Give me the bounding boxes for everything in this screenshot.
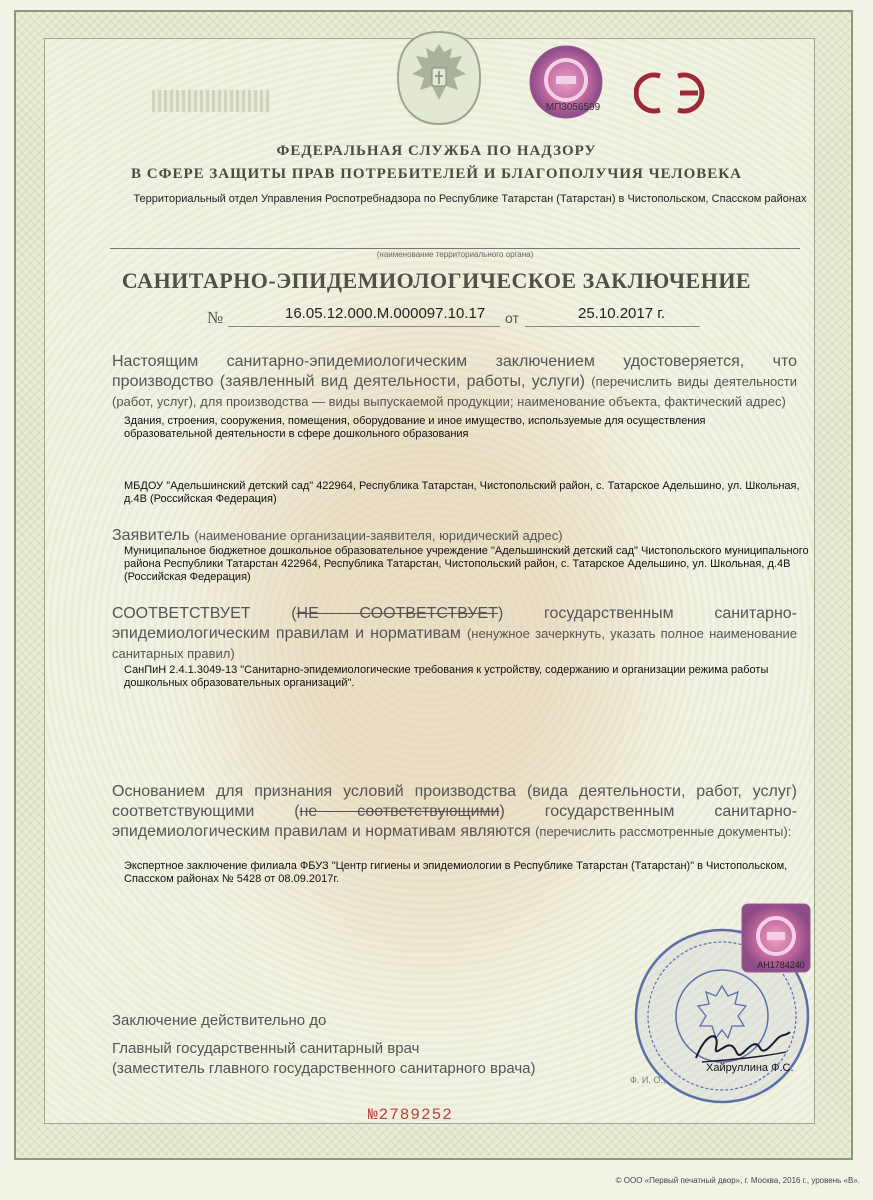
basis-hint: (перечислить рассмотренные документы): xyxy=(535,824,792,839)
compliance-lead: СООТВЕТСТВУЕТ (НЕ СООТВЕТСТВУЕТ) государственным санитарно-эпидемиологическим правилам и нормативам (ненужное зачеркнуть, указать полное наименование санитарных правил) xyxy=(112,605,797,661)
date-underline xyxy=(525,326,700,327)
date-label: от xyxy=(505,310,519,326)
applicant-value: Муниципальное бюджетное дошкольное образовательное учреждение "Адельшинский детский сад" Чистопольского муниципального района Республики Татарстан 422964, Республика Татарстан, Чистопольский район, с. Татарское Адельшино, ул. Школьная, д.4В (Российская Федерация) xyxy=(124,545,809,583)
basis-strike: не соответствующими xyxy=(299,803,500,820)
validity-label: Заключение действительно до xyxy=(112,1012,327,1029)
document-number: 16.05.12.000.М.000097.10.17 xyxy=(285,305,486,322)
security-hatch-pattern xyxy=(152,90,270,112)
basis-lead-b: государственным санитарно-эпидемиологическим правилам и нормативам являются xyxy=(112,803,797,840)
document-title: САНИТАРНО-ЭПИДЕМИОЛОГИЧЕСКОЕ ЗАКЛЮЧЕНИЕ xyxy=(121,268,752,293)
production-lead-text: Настоящим санитарно-эпидемиологическим заключением удостоверяется, что производство (заявленный вид деятельности, работы, услуги) xyxy=(112,353,797,390)
applicant-label: Заявитель xyxy=(112,527,190,544)
applicant-hint: (наименование организации-заявителя, юридический адрес) xyxy=(194,528,563,543)
hologram-serial: МП3056599 xyxy=(545,102,601,113)
production-value: Здания, строения, сооружения, помещения, оборудование и иное имущество, используемые для осуществления образовательной деятельности в сфере дошкольного образования xyxy=(124,415,706,440)
hologram-2-serial: АН1784240 xyxy=(757,960,805,970)
blank-serial-number: №2789252 xyxy=(368,1106,453,1124)
basis-value: Экспертное заключение филиала ФБУЗ "Центр гигиены и эпидемиологии в Республике Татарстан (Татарстан)" в Чистопольском, Спасском районах № 5428 от 08.09.2017г. xyxy=(124,860,788,885)
russian-emblem-icon xyxy=(396,30,482,126)
territory-hint: (наименование территориального органа) xyxy=(376,250,534,259)
chief-title-line2: (заместитель главного государственного санитарного врача) xyxy=(112,1060,536,1077)
document-date: 25.10.2017 г. xyxy=(578,305,666,322)
signer-name: Хайруллина Ф.С. xyxy=(706,1062,794,1074)
compliance-value: СанПиН 2.4.1.3049-13 "Санитарно-эпидемиологические требования к устройству, содержанию и организации режима работы дошкольных образовательных организаций". xyxy=(124,664,769,689)
production-lead xyxy=(112,352,797,412)
chief-title-line1: Главный государственный санитарный врач xyxy=(112,1040,420,1057)
territory-underline xyxy=(110,248,800,249)
not-complies-text: НЕ СООТВЕТСТВУЕТ xyxy=(296,605,498,622)
production-hint: (перечислить виды деятельности (работ, услуг), для производства — виды выпускаемой продукции; наименование объекта, фактический адрес) xyxy=(112,374,797,409)
applicant-lead xyxy=(112,526,797,546)
agency-name-line2: В СФЕРЕ ЗАЩИТЫ ПРАВ ПОТРЕБИТЕЛЕЙ И БЛАГОПОЛУЧИЯ ЧЕЛОВЕКА xyxy=(131,166,742,182)
conformity-mark-icon xyxy=(634,70,710,116)
compliance-hint: (ненужное зачеркнуть, указать полное наименование санитарных правил) xyxy=(112,626,797,661)
complies-text: СООТВЕТСТВУЕТ xyxy=(112,605,251,622)
fio-hint: Ф. И. О., xyxy=(630,1075,666,1085)
compliance-rest: государственным санитарно-эпидемиологическим правилам и нормативам xyxy=(112,605,797,642)
number-label: № xyxy=(207,308,224,327)
production-object: МБДОУ "Адельшинский детский сад" 422964, Республика Татарстан, Чистопольский район, с. Татарское Адельшино, ул. Школьная, д.4В (Российская Федерация) xyxy=(124,480,800,505)
number-underline xyxy=(228,326,500,327)
printer-credit: © ООО «Первый печатный двор», г. Москва, 2016 г., уровень «В». xyxy=(615,1176,860,1185)
basis-lead: Основанием для признания условий производства (вида деятельности, работ, услуг) соответствующими (не соответствующими) государственным санитарно-эпидемиологическим правилам и нормативам являются (перечислить рассмотренные документы): xyxy=(112,783,797,840)
basis-lead-a: Основанием для признания условий производства (вида деятельности, работ, услуг) соответствующими xyxy=(112,783,797,820)
territorial-body: Территориальный отдел Управления Роспотребнадзора по Республике Татарстан (Татарстан) в Чистопольском, Спасском районах xyxy=(133,193,807,205)
agency-name-line1: ФЕДЕРАЛЬНАЯ СЛУЖБА ПО НАДЗОРУ xyxy=(276,143,597,159)
